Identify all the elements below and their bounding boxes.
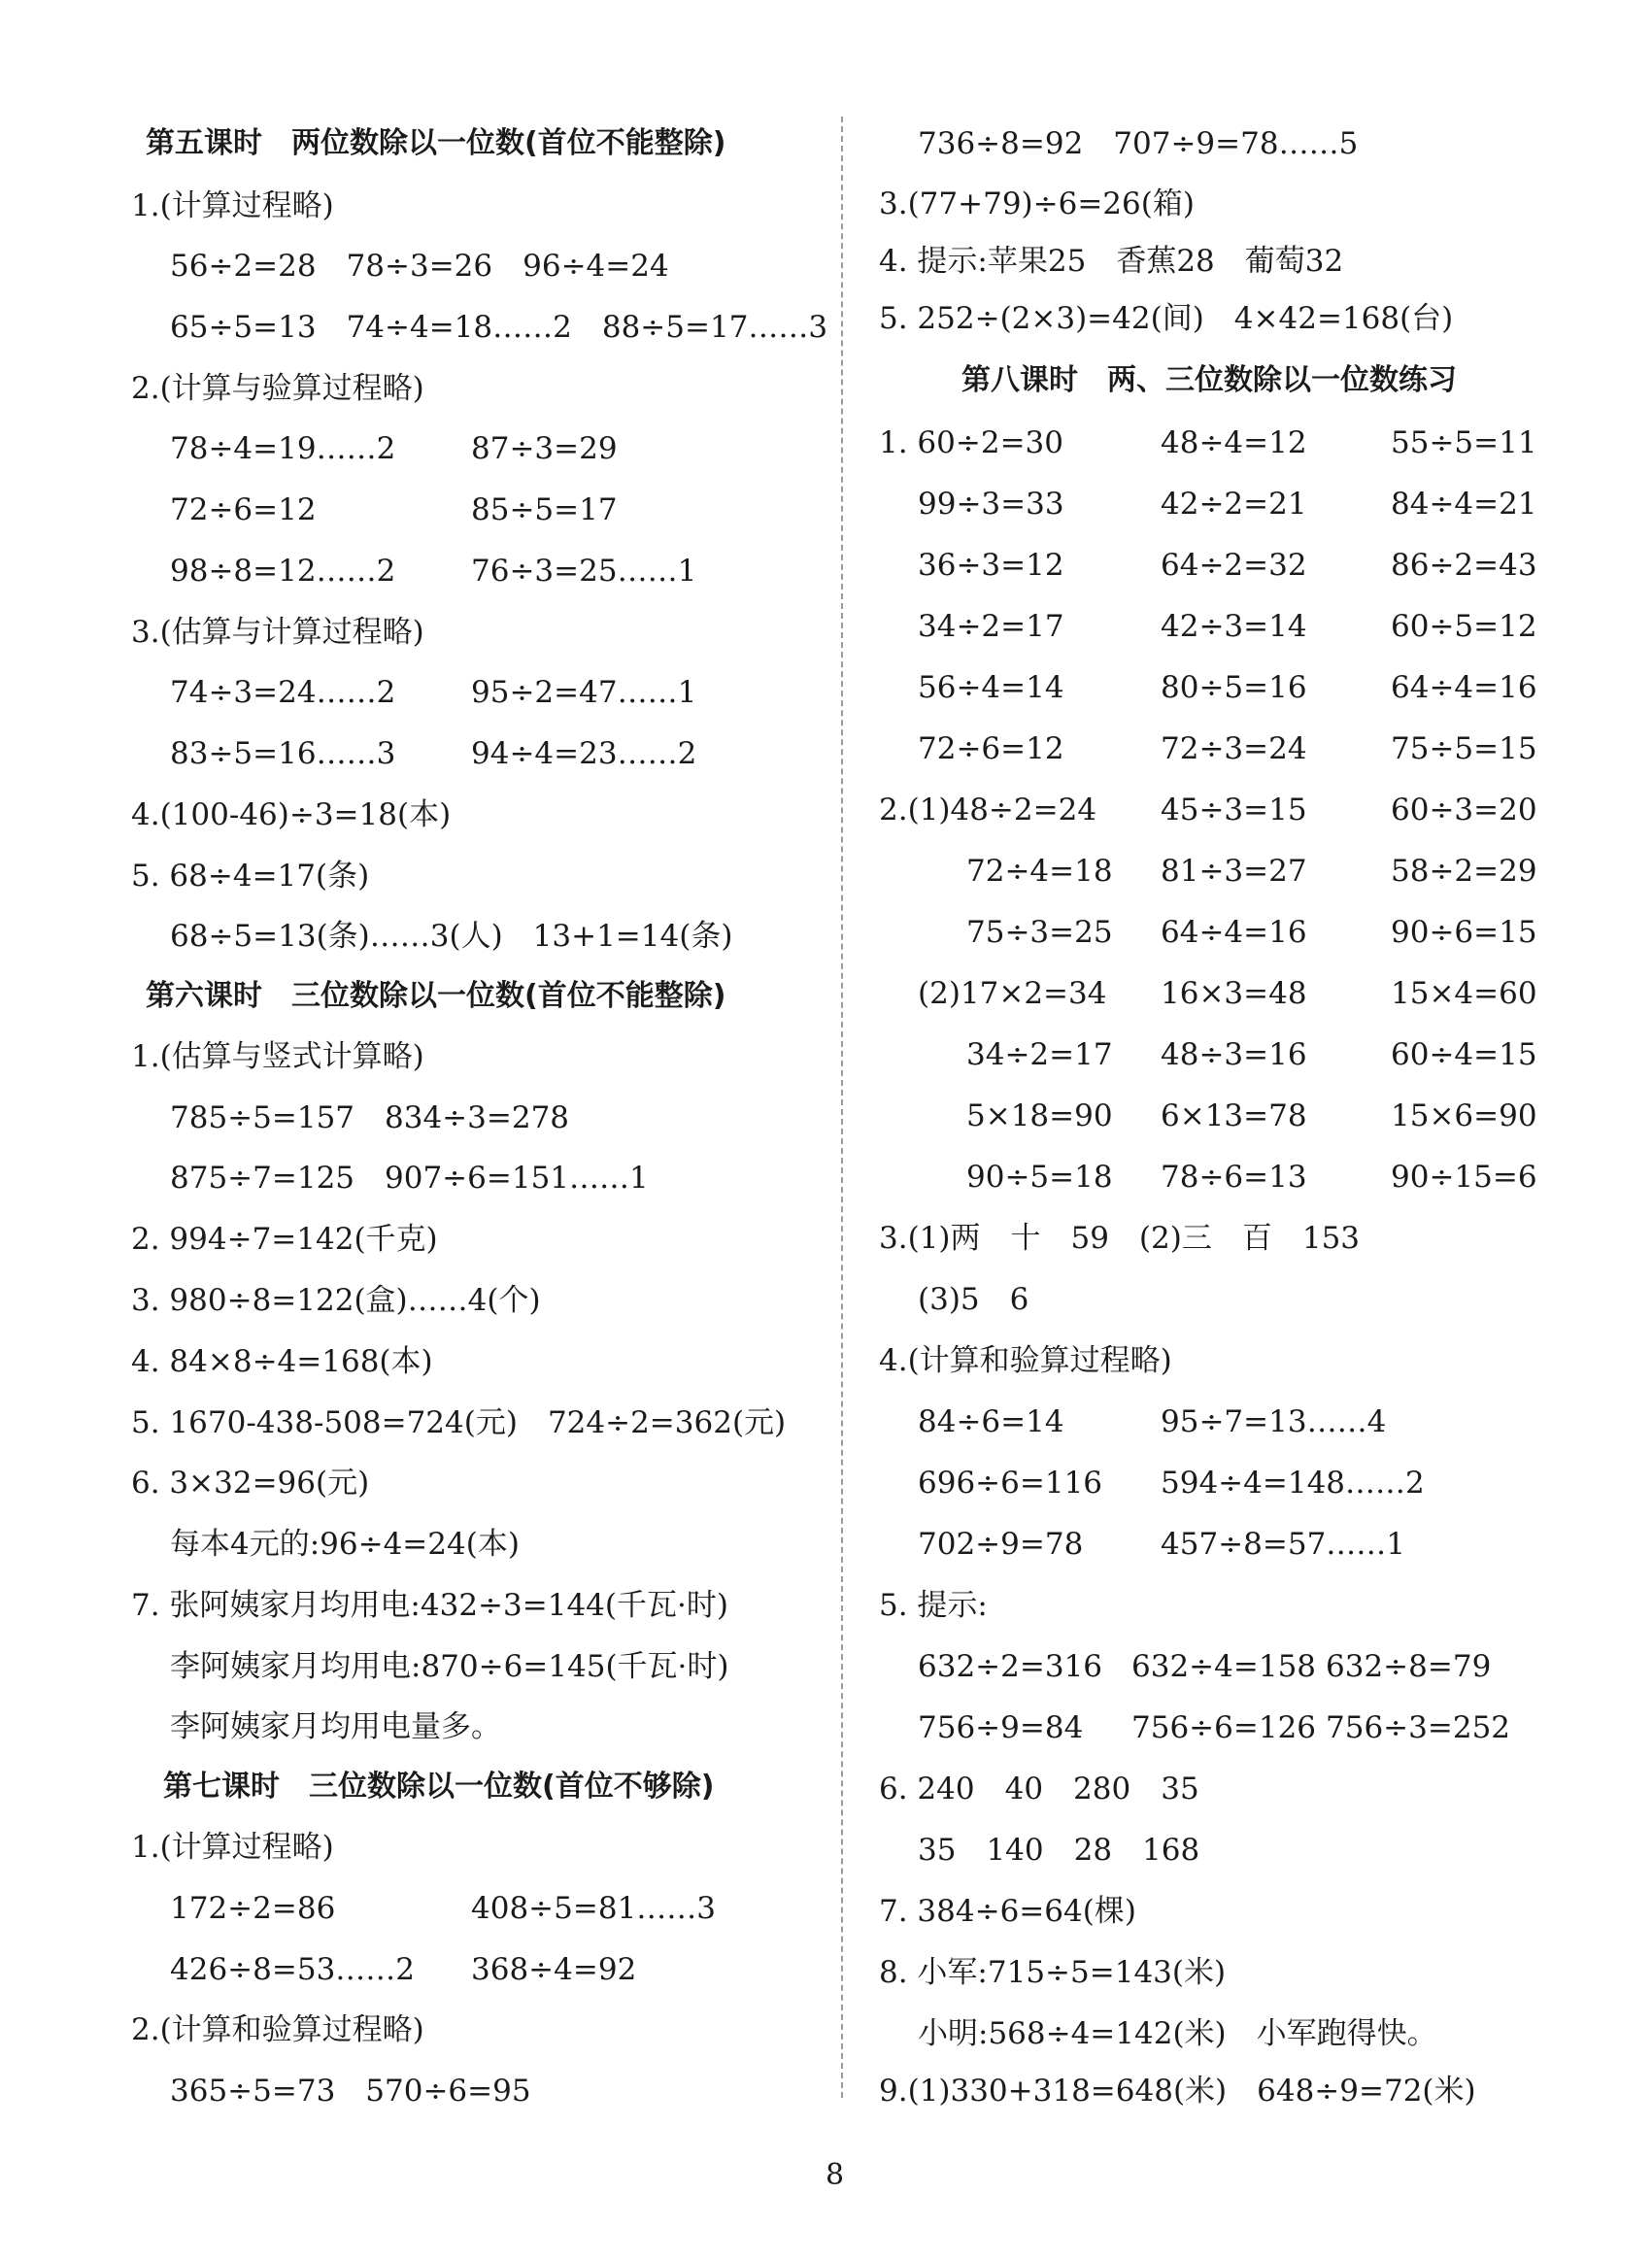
answer-line: 4.(计算和验算过程略): [879, 1343, 1172, 1378]
answer-line: 6. 3×32=96(元): [131, 1466, 370, 1501]
answer-line: 4. 84×8÷4=168(本): [131, 1344, 433, 1379]
answer-line: 58÷2=29: [1391, 854, 1537, 889]
answer-line: (2)17×2=34: [918, 976, 1107, 1011]
answer-line: 756÷9=84: [918, 1710, 1084, 1745]
answer-line: 35 140 28 168: [918, 1833, 1200, 1868]
answer-line: 172÷2=86: [170, 1891, 336, 1926]
answer-line: 78÷6=13: [1161, 1160, 1307, 1195]
answer-line: 15×4=60: [1391, 976, 1537, 1011]
answer-line: 李阿姨家月均用电量多。: [170, 1709, 501, 1744]
answer-line: 60÷3=20: [1391, 793, 1537, 827]
answer-line: 李阿姨家月均用电:870÷6=145(千瓦·时): [170, 1649, 729, 1684]
answer-line: 90÷5=18: [966, 1160, 1113, 1195]
answer-line: 95÷7=13……4: [1161, 1404, 1387, 1439]
answer-line: 6. 240 40 280 35: [879, 1772, 1199, 1806]
answer-line: 1. 60÷2=30: [879, 425, 1063, 460]
answer-line: 84÷4=21: [1391, 487, 1537, 522]
answer-line: 9.(1)330+318=648(米) 648÷9=72(米): [879, 2074, 1476, 2109]
answer-line: 3.(1)两 十 59 (2)三 百 153: [879, 1221, 1361, 1256]
answer-line: 64÷2=32: [1161, 548, 1307, 583]
answer-line: 60÷4=15: [1391, 1037, 1537, 1072]
answer-line: 90÷6=15: [1391, 915, 1537, 950]
answer-line: 94÷4=23……2: [471, 736, 697, 771]
answer-line: 15×6=90: [1391, 1098, 1537, 1133]
answer-line: 75÷3=25: [966, 915, 1113, 950]
answer-line: 368÷4=92: [471, 1952, 637, 1987]
answer-line: 7. 张阿姨家月均用电:432÷3=144(千瓦·时): [131, 1588, 728, 1623]
answer-line: 6×13=78: [1161, 1098, 1307, 1133]
answer-line: 56÷2=28 78÷3=26 96÷4=24: [170, 249, 669, 284]
answer-line: 72÷3=24: [1161, 731, 1307, 766]
answer-line: 5. 68÷4=17(条): [131, 859, 370, 894]
answer-line: 42÷2=21: [1161, 487, 1307, 522]
answer-line: 64÷4=16: [1161, 915, 1307, 950]
answer-line: 2.(计算和验算过程略): [131, 2012, 424, 2047]
answer-line: 小明:568÷4=142(米) 小军跑得快。: [918, 2016, 1437, 2051]
answer-line: 1.(计算过程略): [131, 188, 334, 223]
answer-line: 4. 提示:苹果25 香蕉28 葡萄32: [879, 244, 1344, 279]
answer-line: 72÷6=12: [170, 492, 317, 527]
answer-line: 85÷5=17: [471, 492, 618, 527]
answer-line: 34÷2=17: [966, 1037, 1113, 1072]
answer-line: 每本4元的:96÷4=24(本): [170, 1527, 520, 1562]
answer-line: 95÷2=47……1: [471, 675, 697, 710]
answer-line: 2.(计算与验算过程略): [131, 371, 424, 406]
answer-line: 2. 994÷7=142(千克): [131, 1222, 438, 1257]
answer-line: 64÷4=16: [1391, 670, 1537, 705]
answer-line: 48÷4=12: [1161, 425, 1307, 460]
answer-line: 3. 980÷8=122(盒)……4(个): [131, 1283, 541, 1318]
page-number: 8: [826, 2158, 845, 2192]
answer-line: 5. 252÷(2×3)=42(间) 4×42=168(台): [879, 301, 1454, 336]
answer-line: 1.(计算过程略): [131, 1830, 334, 1865]
answer-line: (3)5 6: [918, 1282, 1029, 1317]
answer-line: 756÷3=252: [1326, 1710, 1511, 1745]
answer-line: 3.(估算与计算过程略): [131, 615, 424, 650]
answer-line: 81÷3=27: [1161, 854, 1307, 889]
answer-line: 80÷5=16: [1161, 670, 1307, 705]
answer-line: 5. 提示:: [879, 1588, 988, 1623]
answer-line: 83÷5=16……3: [170, 736, 396, 771]
answer-line: 48÷3=16: [1161, 1037, 1307, 1072]
answer-line: 408÷5=81……3: [471, 1891, 717, 1926]
answer-line: 696÷6=116: [918, 1466, 1103, 1501]
answer-line: 78÷4=19……2: [170, 431, 396, 466]
answer-line: 42÷3=14: [1161, 609, 1307, 644]
answer-line: 76÷3=25……1: [471, 554, 697, 589]
section-heading-lesson-7: 第七课时 三位数除以一位数(首位不够除): [163, 1770, 715, 1804]
answer-line: 84÷6=14: [918, 1404, 1064, 1439]
answer-line: 785÷5=157 834÷3=278: [170, 1100, 570, 1135]
answer-line: 365÷5=73 570÷6=95: [170, 2074, 531, 2109]
answer-line: 875÷7=125 907÷6=151……1: [170, 1161, 649, 1196]
answer-line: 5. 1670-438-508=724(元) 724÷2=362(元): [131, 1405, 787, 1440]
answer-line: 5×18=90: [966, 1098, 1113, 1133]
answer-line: 702÷9=78: [918, 1527, 1084, 1562]
answer-line: 45÷3=15: [1161, 793, 1307, 827]
answer-line: 56÷4=14: [918, 670, 1064, 705]
answer-line: 90÷15=6: [1391, 1160, 1537, 1195]
answer-line: 68÷5=13(条)……3(人) 13+1=14(条): [170, 919, 733, 954]
answer-line: 16×3=48: [1161, 976, 1307, 1011]
answer-line: 632÷8=79: [1326, 1649, 1492, 1684]
answer-line: 36÷3=12: [918, 548, 1064, 583]
answer-line: 632÷4=158: [1131, 1649, 1317, 1684]
answer-line: 594÷4=148……2: [1161, 1466, 1425, 1501]
answer-line: 632÷2=316: [918, 1649, 1103, 1684]
answer-line: 1.(估算与竖式计算略): [131, 1039, 424, 1074]
answer-line: 457÷8=57……1: [1161, 1527, 1406, 1562]
answer-line: 8. 小军:715÷5=143(米): [879, 1955, 1227, 1990]
answer-line: 55÷5=11: [1391, 425, 1537, 460]
answer-line: 756÷6=126: [1131, 1710, 1317, 1745]
answer-line: 74÷3=24……2: [170, 675, 396, 710]
answer-line: 75÷5=15: [1391, 731, 1537, 766]
answer-line: 736÷8=92 707÷9=78……5: [918, 126, 1359, 161]
answer-line: 426÷8=53……2: [170, 1952, 416, 1987]
answer-line: 86÷2=43: [1391, 548, 1537, 583]
section-heading-lesson-6: 第六课时 三位数除以一位数(首位不能整除): [146, 979, 726, 1013]
answer-line: 2.(1)48÷2=24: [879, 793, 1097, 827]
answer-line: 98÷8=12……2: [170, 554, 396, 589]
answer-line: 72÷6=12: [918, 731, 1064, 766]
answer-line: 99÷3=33: [918, 487, 1064, 522]
answer-line: 60÷5=12: [1391, 609, 1537, 644]
answer-line: 72÷4=18: [966, 854, 1113, 889]
answer-line: 7. 384÷6=64(棵): [879, 1894, 1136, 1929]
answer-line: 3.(77+79)÷6=26(箱): [879, 186, 1195, 221]
answer-line: 4.(100-46)÷3=18(本): [131, 797, 452, 832]
answer-line: 34÷2=17: [918, 609, 1064, 644]
answer-line: 65÷5=13 74÷4=18……2 88÷5=17……3: [170, 310, 828, 345]
answer-line: 87÷3=29: [471, 431, 618, 466]
section-heading-lesson-5: 第五课时 两位数除以一位数(首位不能整除): [146, 126, 726, 160]
column-divider: [841, 117, 843, 2098]
section-heading-lesson-8: 第八课时 两、三位数除以一位数练习: [961, 363, 1457, 397]
